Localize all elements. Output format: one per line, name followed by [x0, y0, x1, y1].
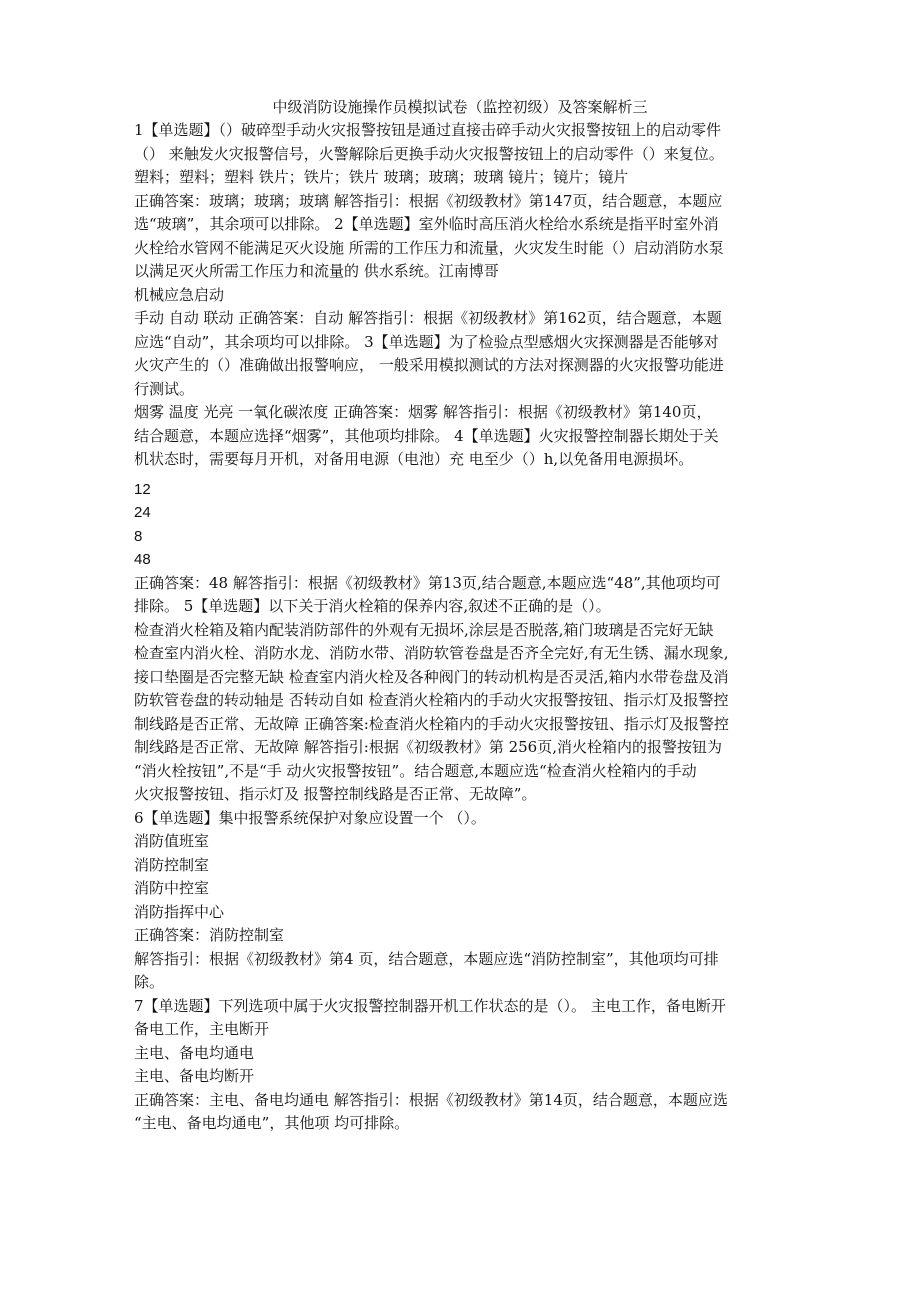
text-line: “消火栓按钮”,不是“手 动火灾报警按钮”。结合题意,本题应选“检查消火栓箱内的手动 — [134, 761, 697, 780]
text-line: 消防指挥中心 — [134, 902, 225, 921]
text-line: 防软管卷盘的转动轴是 否转动自如 检查消火栓箱内的手动火灾报警按钮、指示灯及报警控 — [134, 691, 729, 709]
text-line: “主电、备电均通电”，其他项 均可排除。 — [134, 1114, 410, 1132]
text-line: 正确答案：主电、备电均通电 解答指引：根据《初级教材》第14页，结合题意，本题应选 — [134, 1090, 728, 1109]
text-line: 消防中控室 — [134, 879, 210, 897]
text-line: 接口垫圈是否完整无缺 检查室内消火栓及各种阀门的转动机构是否灵活,箱内水带卷盘及消 — [134, 667, 729, 686]
text-line: 机状态时，需要每月开机，对备用电源（电池）充 电至少（）h,以免备用电源损坏。 — [134, 450, 694, 468]
text-line: 消防控制室 — [134, 855, 210, 874]
text-line: 检查消火栓箱及箱内配装消防部件的外观有无损坏,涂层是否脱落,箱门玻璃是否完好无缺 — [134, 620, 714, 639]
text-line: 备电工作，主电断开 — [134, 1020, 270, 1038]
text-line: 正确答案：48 解答指引：根据《初级教材》第13页,结合题意,本题应选“48”,其他项均可 — [134, 573, 721, 592]
text-line: 除。 — [134, 973, 165, 991]
document-title: 中级消防设施操作员模拟试卷（监控初级）及答案解析三 — [272, 98, 648, 116]
text-line: 选“玻璃”，其余项可以排除。 2【单选题】室外临时高压消火栓给水系统是指平时室外消 — [134, 215, 719, 233]
text-line: 7【单选题】下列选项中属于火灾报警控制器开机工作状态的是（）。 主电工作，备电断开 — [134, 996, 726, 1015]
text-line: 火灾产生的（）准确做出报警响应， 一般采用模拟测试的方法对探测器的火灾报警功能进 — [134, 356, 724, 374]
text-line: 主电、备电均通电 — [134, 1043, 255, 1062]
text-line: 解答指引：根据《初级教材》第4 页，结合题意，本题应选“消防控制室”，其他项均可排 — [134, 949, 719, 968]
option-48: 48 — [134, 551, 151, 568]
text-line: 主电、备电均断开 — [134, 1067, 255, 1085]
text-line: 火灾报警按钮、指示灯及 报警控制线路是否正常、无故障”。 — [134, 785, 537, 803]
document-body — [134, 119, 804, 1136]
text-line: 结合题意，本题应选择“烟雾”，其他项均排除。 4【单选题】火灾报警控制器长期处于关 — [134, 426, 719, 445]
option-12: 12 — [134, 480, 151, 498]
text-line: 以满足灭火所需工作压力和流量的 供水系统。江南博哥 — [134, 262, 499, 280]
text-line: 手动 自动 联动 正确答案：自动 解答指引：根据《初级教材》第162页，结合题意，本题 — [134, 309, 722, 327]
text-line: 机械应急启动 — [134, 285, 225, 304]
text-line: 1【单选题】（）破碎型手动火灾报警按钮是通过直接击碎手动火灾报警按钮上的启动零件 — [134, 121, 722, 139]
text-line: 检查室内消火栓、消防水龙、消防水带、消防软管卷盘是否齐全完好,有无生锈、漏水现象, — [134, 644, 729, 662]
text-line: 应选“自动”，其余项均可以排除。 3【单选题】为了检验点型感烟火灾探测器是否能够对 — [134, 332, 719, 351]
text-line: （） 来触发火灾报警信号，火警解除后更换手动火灾报警按钮上的启动零件（）来复位。 — [134, 144, 724, 163]
text-line: 正确答案：消防控制室 — [134, 926, 285, 944]
text-line: 制线路是否正常、无故障 正确答案:检查消火栓箱内的手动火灾报警按钮、指示灯及报警控 — [134, 714, 729, 733]
text-line: 正确答案：玻璃；玻璃；玻璃 解答指引：根据《初级教材》第147页，结合题意，本题应 — [134, 191, 723, 210]
text-line: 行测试。 — [134, 379, 195, 398]
text-line: 火栓给水管网不能满足灭火设施 所需的工作压力和流量，火灾发生时能（）启动消防水泵 — [134, 238, 724, 257]
option-24: 24 — [134, 504, 151, 521]
text-line: 塑料；塑料；塑料 铁片；铁片；铁片 玻璃；玻璃；玻璃 镜片；镜片；镜片 — [134, 168, 629, 186]
text-line: 制线路是否正常、无故障 解答指引:根据《初级教材》第 256页,消火栓箱内的报警按钮为 — [134, 738, 722, 756]
text-line: 烟雾 温度 光亮 一氧化碳浓度 正确答案：烟雾 解答指引：根据《初级教材》第140页， — [134, 403, 712, 421]
text-line: 6【单选题】集中报警系统保护对象应设置一个 （）。 — [134, 808, 486, 827]
text-line: 排除。 5【单选题】以下关于消火栓箱的保养内容,叙述不正确的是（）。 — [134, 597, 611, 615]
option-8: 8 — [134, 527, 143, 545]
text-line: 消防值班室 — [134, 832, 210, 850]
